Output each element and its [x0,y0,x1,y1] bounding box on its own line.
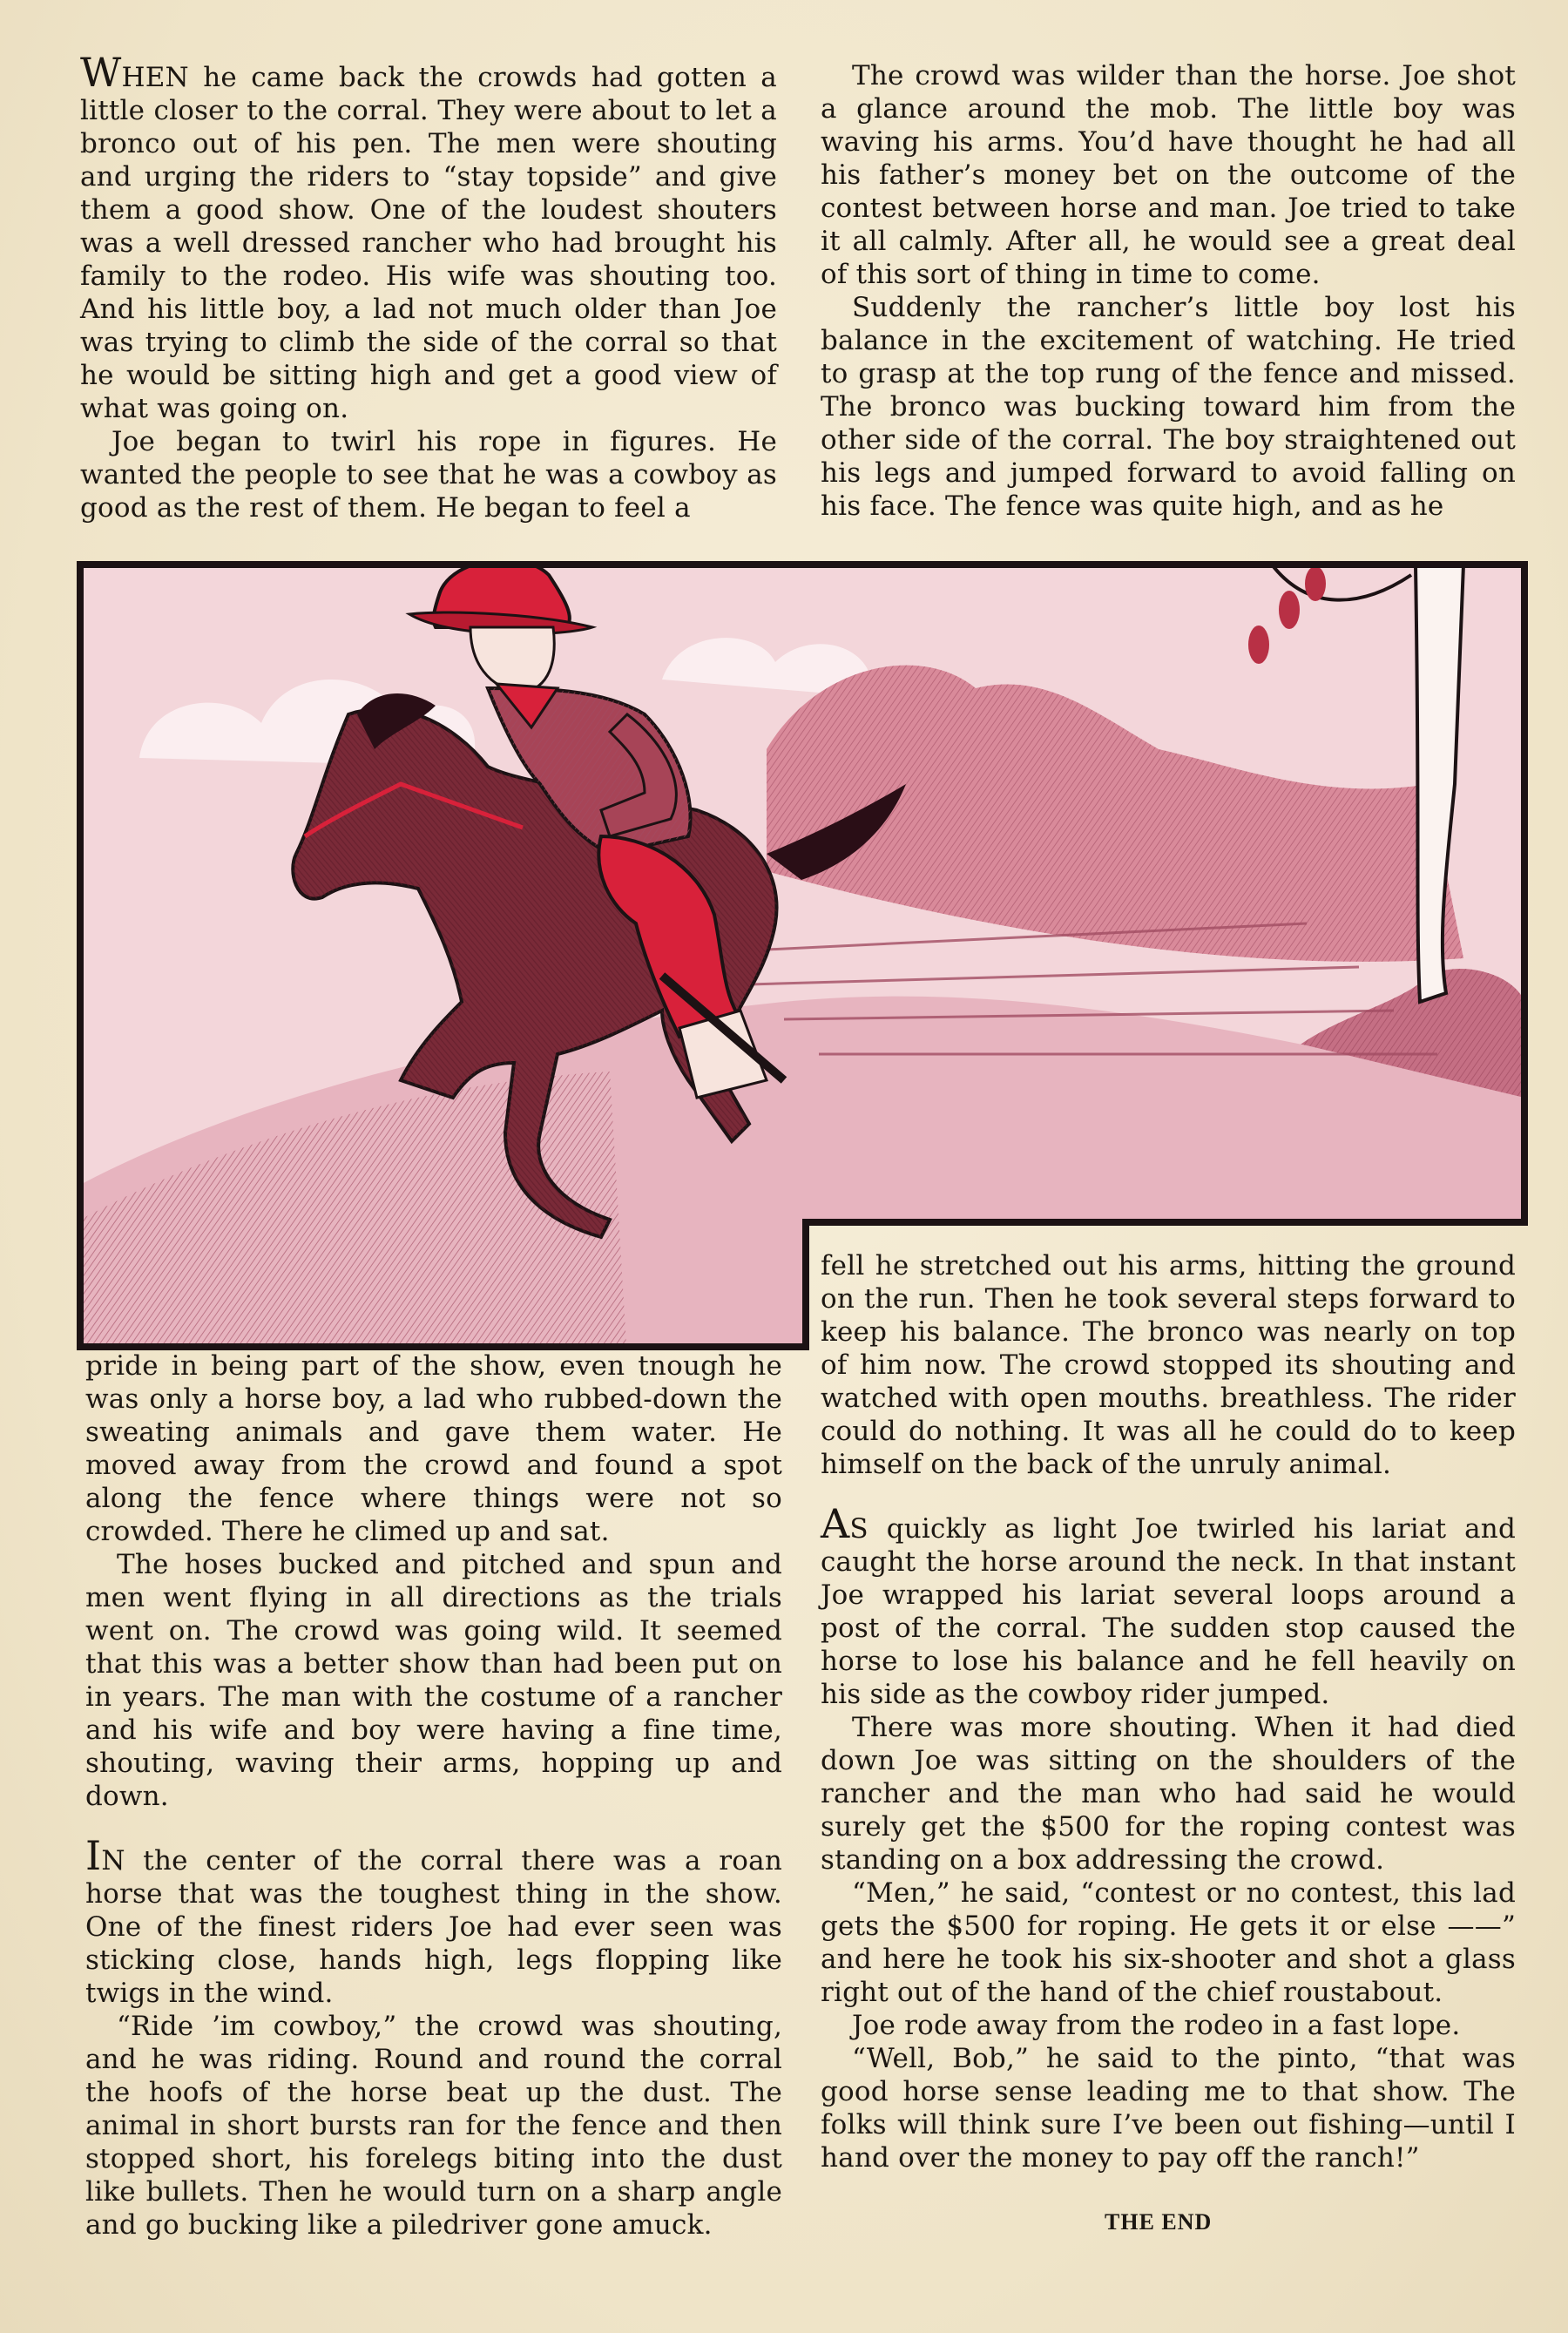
leaf [1279,591,1300,629]
drop-cap: I [85,1832,102,1879]
paragraph-text: quickly as light Joe twirled his lariat and caught the horse around the neck. In that instant Joe wrapped his lariat several loops around a post of the corral. The sudden stop caused the horse to lose his balance and he fell heavily on his side as the cowboy rider jumped. [821,1513,1516,1710]
small-caps: S [849,1513,868,1545]
leaf [1248,626,1269,664]
paragraph: The crowd was wilder than the horse. Joe shot a glance around the mob. The little boy was waving his arms. You’d have thought he had all his father’s money bet on the outcome of the contest between horse and man. Joe tried to take it all calmly. After all, he would see a great deal of this sort of thing in time to come. [821,60,1516,290]
paragraph-text: he came back the crowds had gotten a little closer to the corral. They were about to let a bronco out of his pen. The men were shouting and urging the riders to “stay topside” and give them a good show. One of the loudest shouters was a well dressed rancher who had brought his family to the rodeo. His wife was shouting too. And his little boy, a lad not much older than Joe was trying to climb the side of the corral so that he would be sitting high and get a good view of what was going on. [80,62,777,424]
paragraph: There was more shouting. When it had died down Joe was sitting on the shoulders of the rancher and the man who had said he would surely get the $500 for the roping contest was standing on a box addressing the crowd. [821,1712,1516,1876]
small-caps: N [101,1845,125,1877]
paragraph: The hoses bucked and pitched and spun and men went flying in all directions as the trials went on. The crowd was going wild. It seemed that this was a better show than had been put on in years. The man with the costume of a rancher and his wife and boy were having a fine time, shouting, waving their arms, hopping up and down. [85,1549,782,1812]
small-caps: HEN [121,62,189,93]
paragraph: Suddenly the rancher’s little boy lost his balance in the excitement of watching. He tried to grasp at the top rung of the fence and missed. The bronco was bucking toward him from the other side of the corral. The boy straightened out his legs and jumped forward to avoid falling on his face. The fence was quite high, and as he [821,292,1516,522]
paragraph: fell he stretched out his arms, hitting the ground on the run. Then he took several steps forward to keep his balance. The bronco was nearly on top of him now. The crowd stopped its shouting and watched with open mouths. breathless. The rider could do nothing. It was all he could do to keep himself on the back of the unruly animal. [821,1250,1516,1480]
column-bottom-right [821,1249,1516,2174]
drop-cap: A [821,1500,850,1547]
leaf [1305,566,1326,601]
paragraph [85,1832,782,2010]
paragraph: Joe began to twirl his rope in figures. He wanted the people to see that he was a cowboy as good as the rest of them. He began to feel a [80,426,777,524]
drop-cap: W [80,49,122,96]
paragraph-text: the center of the corral there was a roan horse that was the toughest thing in the show. One of the finest riders Joe had ever seen was sticking close, hands high, legs flopping like twigs in the wind. [85,1845,782,2009]
column-bottom-left [85,1349,782,2242]
paragraph: “Well, Bob,” he said to the pinto, “that was good horse sense leading me to that show. The folks will think sure I’ve been out fishing—until I hand over the money to pay off the ranch!” [821,2043,1516,2174]
the-end-label: THE END [1105,2209,1213,2235]
paragraph: “Men,” he said, “contest or no contest, this lad gets the $500 for roping. He gets it or else ——” and here he took his six-shooter and shot a glass right out of the hand of the chief roustabout. [821,1877,1516,2008]
paragraph: Joe rode away from the rodeo in a fast lope. [852,2010,1461,2041]
paragraph: “Ride ’im cowboy,” the crowd was shouting, and he was riding. Round and round the corral the hoofs of the horse beat up the dust. The animal in short bursts ran for the fence and then stopped short, his forelegs biting into the dust like bullets. Then he would turn on a sharp angle and go bucking like a piledriver gone amuck. [85,2011,782,2241]
paragraph [821,1500,1516,1711]
paragraph: pride in being part of the show, even tnough he was only a horse boy, a lad who rubbed-down the sweating animals and gave them water. He moved away from the crowd and found a spot along the fence where things were not so crowded. There he climed up and sat. [85,1350,782,1547]
